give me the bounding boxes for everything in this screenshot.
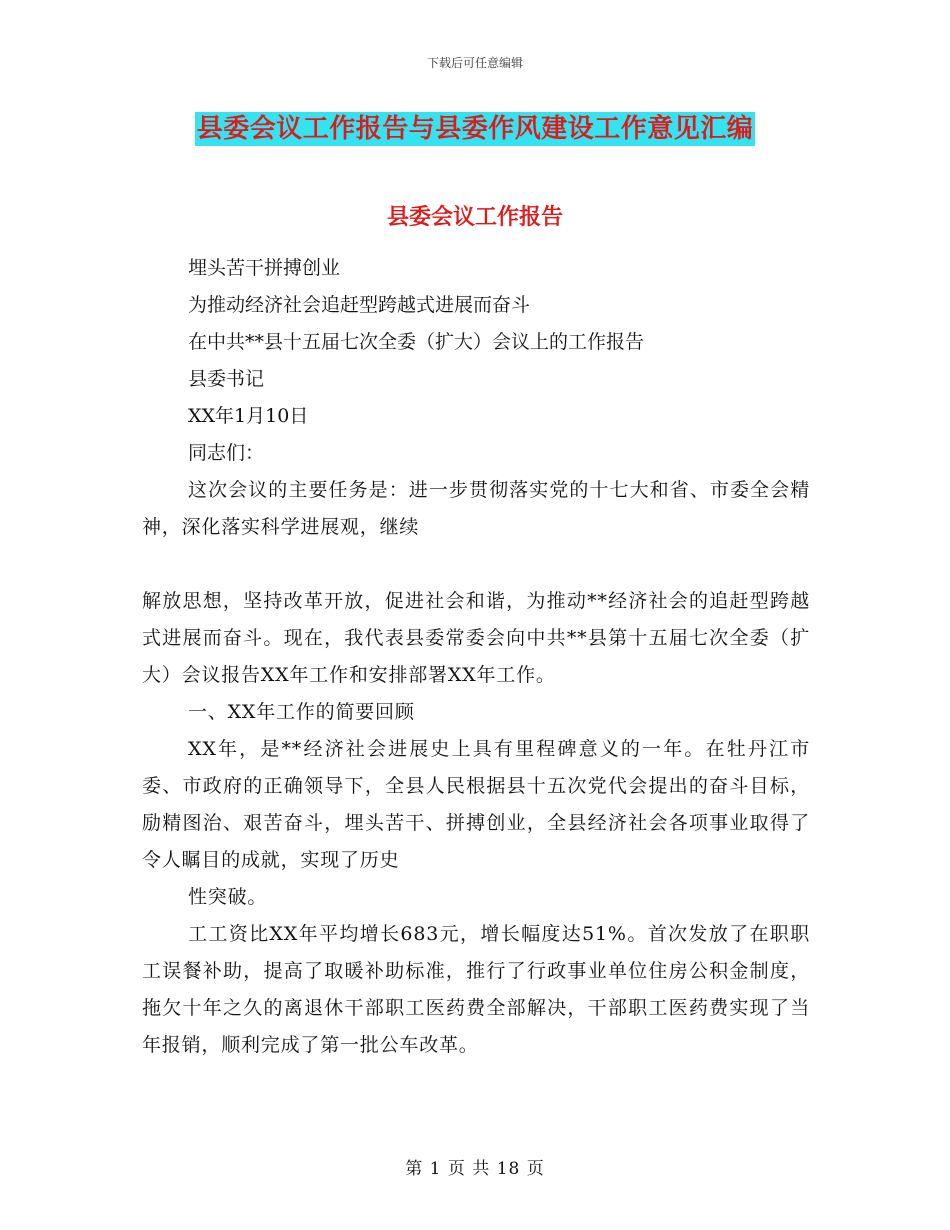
doc-title: 县委会议工作报告与县委作风建设工作意见汇编 <box>196 114 754 144</box>
intro-line: 县委书记 <box>188 368 265 390</box>
paragraph: 这次会议的主要任务是：进一步贯彻落实党的十七大和省、市委全会精神，深化落实科学进展观，继续 <box>142 479 810 538</box>
paragraph: 性突破。 <box>188 886 268 908</box>
paragraph: 解放思想，坚持改革开放，促进社会和谐，为推动**经济社会的追赶型跨越式进展而奋斗。现在，我代表县委常委会向中共**县第十五届七次全委（扩大）会议报告XX年工作和安排部署XX年工作。 <box>142 590 810 686</box>
section-heading: 一、XX年工作的简要回顾 <box>188 701 415 723</box>
header-note: 下载后可任意编辑 <box>426 56 523 70</box>
intro-line: 埋头苦干拼搏创业 <box>188 257 341 279</box>
intro-line: 同志们： <box>188 442 265 464</box>
intro-line: XX年1月10日 <box>188 405 309 427</box>
document-body <box>142 250 810 1064</box>
paragraph: 工工资比XX年平均增长683元，增长幅度达51%。首次发放了在职职工误餐补助，提高了取暖补助标准，推行了行政事业单位住房公积金制度，拖欠十年之久的离退休干部职工医药费全部解决，干部职工医药费实现了当年报销，顺利完成了第一批公车改革。 <box>142 923 810 1056</box>
section-title: 县委会议工作报告 <box>386 204 563 230</box>
page-gap <box>142 546 810 583</box>
doc-title-container <box>0 112 950 146</box>
intro-line: 为推动经济社会追赶型跨越式进展而奋斗 <box>188 294 531 316</box>
intro-line: 在中共**县十五届七次全委（扩大）会议上的工作报告 <box>188 331 645 353</box>
page-footer: 第 1 页 共 18 页 <box>405 1159 545 1179</box>
paragraph: XX年，是**经济社会进展史上具有里程碑意义的一年。在牡丹江市委、市政府的正确领导下，全县人民根据县十五次党代会提出的奋斗目标，励精图治、艰苦奋斗，埋头苦干、拼搏创业，全县经济社会各项事业取得了令人瞩目的成就，实现了历史 <box>142 738 810 871</box>
